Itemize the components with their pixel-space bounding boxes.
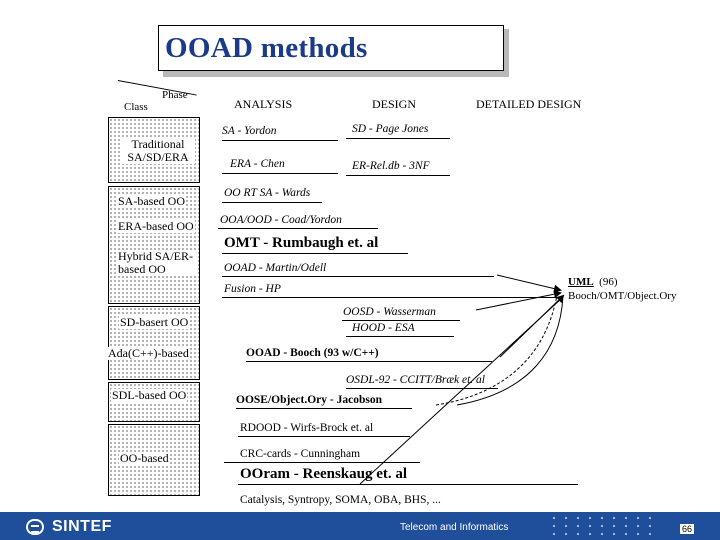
class-traditional-label: Traditional SA/SD/ERA	[121, 138, 195, 164]
method-era-chen: ERA - Chen	[230, 158, 285, 170]
method-oose: OOSE/Object.Ory - Jacobson	[236, 394, 382, 406]
header-detailed-design: DETAILED DESIGN	[476, 97, 582, 111]
phase-label: Phase	[162, 89, 188, 101]
footer-dot-pattern	[548, 514, 658, 538]
uml-origin: Booch/OMT/Object.Ory	[568, 290, 677, 302]
method-sd-page-jones: SD - Page Jones	[352, 123, 429, 135]
arrow-ooram-to-uml	[360, 298, 562, 484]
class-oo-based-label: OO-based	[120, 451, 169, 465]
uml-year: (96)	[599, 276, 618, 288]
header-design: DESIGN	[372, 97, 416, 111]
method-sa-yordon: SA - Yordon	[222, 125, 277, 137]
page-title: OOAD methods	[165, 31, 368, 64]
arrow-oosd-to-uml	[476, 293, 560, 310]
method-oosd: OOSD - Wasserman	[343, 306, 436, 318]
method-oo-rt-sa: OO RT SA - Wards	[224, 187, 311, 199]
class-label: Class	[124, 101, 148, 113]
class-sdl-based-label: SDL-based OO	[112, 388, 187, 402]
method-fusion: Fusion - HP	[224, 283, 281, 295]
method-ooad-booch: OOAD - Booch (93 w/C++)	[246, 347, 379, 359]
footer-department: Telecom and Informatics	[400, 522, 509, 533]
method-osdl: OSDL-92 - CCITT/Bræk et. al	[346, 374, 485, 386]
class-hybrid-label: Hybrid SA/ER-based OO	[117, 250, 197, 276]
class-sd-based-label: SD-basert OO	[120, 315, 189, 329]
class-era-based-label: ERA-based OO	[118, 219, 194, 233]
method-rdood: RDOOD - Wirfs-Brock et. al	[240, 422, 374, 434]
method-crc: CRC-cards - Cunningham	[240, 448, 361, 460]
method-others: Catalysis, Syntropy, SOMA, OBA, BHS, ...	[240, 494, 441, 506]
sintef-logo-text: SINTEF	[52, 518, 112, 535]
method-er-rel-db: ER-Rel.db - 3NF	[352, 160, 430, 172]
method-ooram: OOram - Reenskaug et. al	[240, 466, 408, 482]
arrow-oose-to-uml	[436, 295, 557, 405]
method-ooad-martin: OOAD - Martin/Odell	[224, 262, 327, 274]
header-analysis: ANALYSIS	[234, 97, 293, 111]
method-ooa-ood: OOA/OOD - Coad/Yordon	[220, 214, 342, 226]
uml-name: UML	[568, 276, 594, 288]
method-hood: HOOD - ESA	[352, 322, 415, 334]
arrow-martin-to-uml	[497, 275, 560, 290]
page-number: 66	[682, 524, 693, 534]
sintef-logo-icon	[26, 519, 44, 535]
method-omt: OMT - Rumbaugh et. al	[224, 235, 379, 251]
class-ada-based-label: Ada(C++)-based	[108, 346, 189, 360]
sintef-logo	[26, 518, 112, 536]
class-sa-based-label: SA-based OO	[118, 194, 185, 208]
